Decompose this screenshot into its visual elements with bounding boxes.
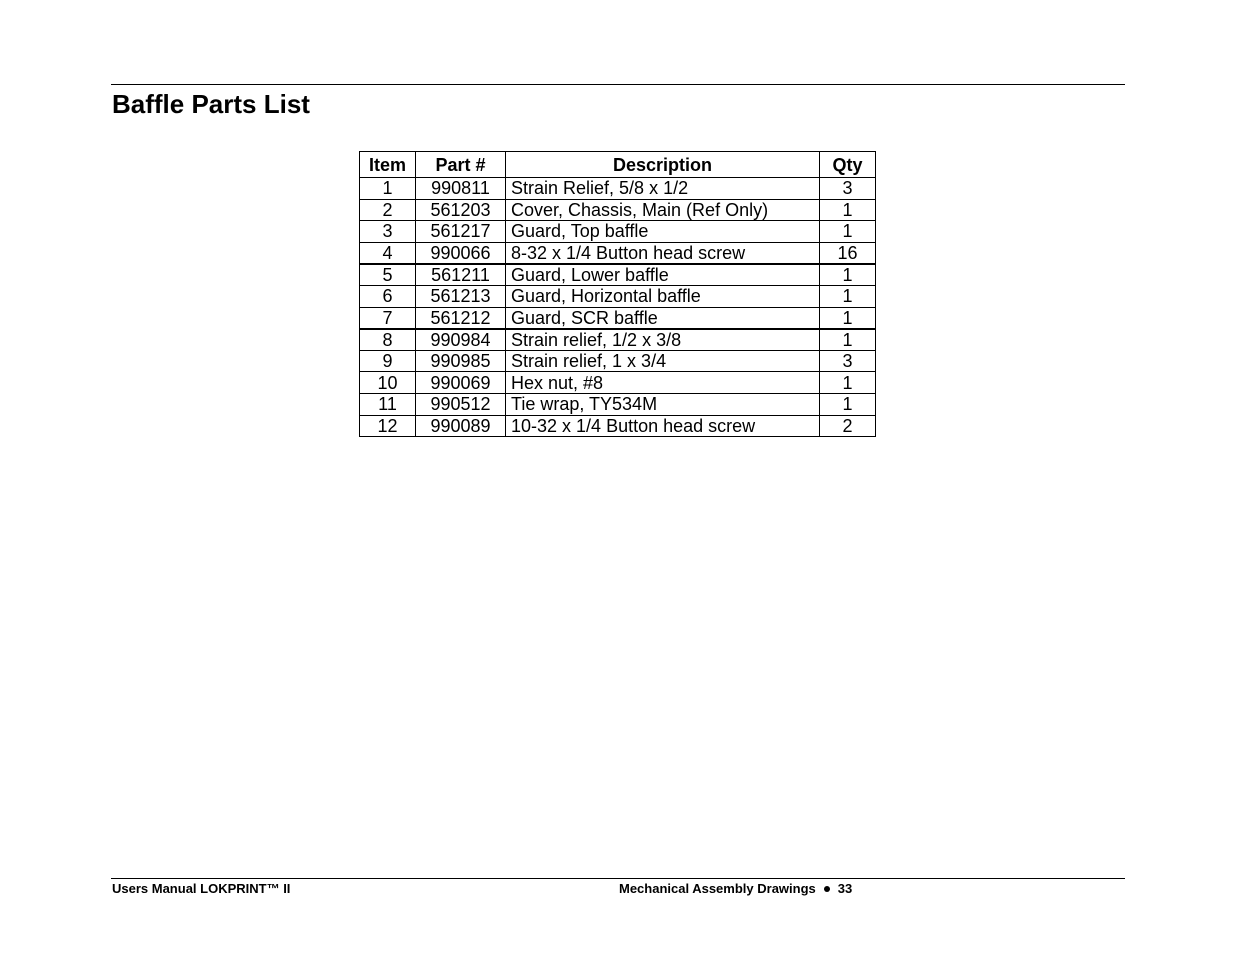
cell-description: Guard, Horizontal baffle <box>506 285 820 307</box>
parts-table <box>359 151 876 437</box>
cell-item: 6 <box>360 285 416 307</box>
cell-part-number: 990066 <box>416 242 506 264</box>
header-item: Item <box>360 152 416 178</box>
table-row <box>360 242 876 264</box>
footer-page-number: 33 <box>837 881 853 896</box>
bullet-icon <box>824 886 830 892</box>
cell-qty: 2 <box>820 415 876 437</box>
header-rule <box>111 84 1125 85</box>
cell-item: 9 <box>360 350 416 372</box>
cell-qty: 1 <box>820 285 876 307</box>
footer-manual-title: Users Manual LOKPRINT™ II <box>112 881 291 896</box>
cell-part-number: 990984 <box>416 329 506 351</box>
table-row <box>360 264 876 286</box>
cell-qty: 1 <box>820 199 876 221</box>
cell-part-number: 990985 <box>416 350 506 372</box>
cell-item: 7 <box>360 307 416 329</box>
cell-qty: 1 <box>820 329 876 351</box>
page-title: Baffle Parts List <box>112 89 310 119</box>
cell-description: Tie wrap, TY534M <box>506 393 820 415</box>
cell-item: 4 <box>360 242 416 264</box>
cell-item: 2 <box>360 199 416 221</box>
cell-qty: 1 <box>820 372 876 394</box>
cell-item: 8 <box>360 329 416 351</box>
cell-description: Strain Relief, 5/8 x 1/2 <box>506 178 820 200</box>
cell-qty: 1 <box>820 221 876 243</box>
cell-item: 1 <box>360 178 416 200</box>
cell-item: 5 <box>360 264 416 286</box>
cell-item: 11 <box>360 393 416 415</box>
header-part-number: Part # <box>416 152 506 178</box>
footer-section-title: Mechanical Assembly Drawings <box>619 881 816 896</box>
header-description: Description <box>506 152 820 178</box>
cell-description: Strain relief, 1 x 3/4 <box>506 350 820 372</box>
footer-section <box>619 881 852 897</box>
table-row <box>360 415 876 437</box>
table-row <box>360 393 876 415</box>
cell-qty: 1 <box>820 307 876 329</box>
table-body <box>360 178 876 437</box>
cell-qty: 3 <box>820 178 876 200</box>
cell-qty: 3 <box>820 350 876 372</box>
cell-item: 12 <box>360 415 416 437</box>
table-row <box>360 350 876 372</box>
cell-part-number: 990512 <box>416 393 506 415</box>
cell-description: Cover, Chassis, Main (Ref Only) <box>506 199 820 221</box>
cell-part-number: 990069 <box>416 372 506 394</box>
cell-description: 8-32 x 1/4 Button head screw <box>506 242 820 264</box>
cell-description: Guard, Lower baffle <box>506 264 820 286</box>
cell-part-number: 990811 <box>416 178 506 200</box>
cell-part-number: 561212 <box>416 307 506 329</box>
table-row <box>360 307 876 329</box>
table-row <box>360 329 876 351</box>
cell-description: Strain relief, 1/2 x 3/8 <box>506 329 820 351</box>
cell-description: Guard, SCR baffle <box>506 307 820 329</box>
table-row <box>360 199 876 221</box>
cell-qty: 1 <box>820 264 876 286</box>
cell-part-number: 561217 <box>416 221 506 243</box>
table-row <box>360 285 876 307</box>
table-row <box>360 221 876 243</box>
cell-qty: 16 <box>820 242 876 264</box>
cell-part-number: 561211 <box>416 264 506 286</box>
cell-description: Hex nut, #8 <box>506 372 820 394</box>
table-header-row <box>360 152 876 178</box>
cell-item: 3 <box>360 221 416 243</box>
cell-description: 10-32 x 1/4 Button head screw <box>506 415 820 437</box>
cell-description: Guard, Top baffle <box>506 221 820 243</box>
table-row <box>360 372 876 394</box>
cell-part-number: 561213 <box>416 285 506 307</box>
table-row <box>360 178 876 200</box>
cell-qty: 1 <box>820 393 876 415</box>
cell-item: 10 <box>360 372 416 394</box>
cell-part-number: 990089 <box>416 415 506 437</box>
cell-part-number: 561203 <box>416 199 506 221</box>
footer-rule <box>111 878 1125 879</box>
header-qty: Qty <box>820 152 876 178</box>
